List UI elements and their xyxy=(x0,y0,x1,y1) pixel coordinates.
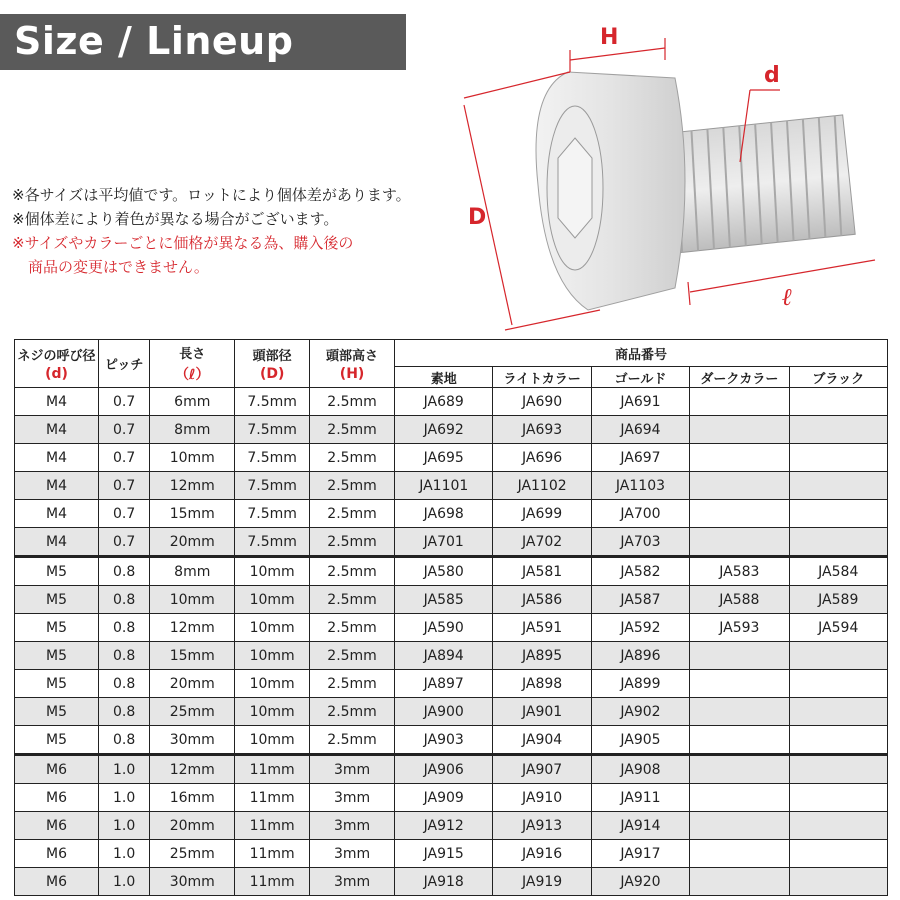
cell-length: 20mm xyxy=(150,812,235,840)
cell-pitch: 1.0 xyxy=(99,755,150,784)
cell-code-dark: JA588 xyxy=(690,586,789,614)
cell-length: 25mm xyxy=(150,698,235,726)
cell-code-dark xyxy=(690,642,789,670)
cell-code-gold: JA700 xyxy=(591,500,689,528)
cell-pitch: 0.8 xyxy=(99,726,150,755)
cell-code-light: JA901 xyxy=(493,698,591,726)
cell-code-dark xyxy=(690,812,789,840)
cell-code-black xyxy=(789,812,887,840)
cell-length: 16mm xyxy=(150,784,235,812)
cell-code-raw: JA585 xyxy=(395,586,493,614)
cell-code-black xyxy=(789,670,887,698)
note-price-warning: ※サイズやカラーごとに価格が異なる為、購入後の xyxy=(12,234,354,252)
cell-code-black xyxy=(789,388,887,416)
cell-code-black xyxy=(789,444,887,472)
cell-code-light: JA1102 xyxy=(493,472,591,500)
cell-code-black xyxy=(789,500,887,528)
cell-code-gold: JA908 xyxy=(591,755,689,784)
cell-pitch: 0.8 xyxy=(99,557,150,586)
cell-head-height: 2.5mm xyxy=(310,388,395,416)
cell-code-dark: JA583 xyxy=(690,557,789,586)
cell-pitch: 0.8 xyxy=(99,614,150,642)
cell-code-raw: JA1101 xyxy=(395,472,493,500)
cell-length: 6mm xyxy=(150,388,235,416)
cell-head-height: 2.5mm xyxy=(310,642,395,670)
header-length-label: 長さ xyxy=(179,347,206,362)
cell-head-dia: 7.5mm xyxy=(235,528,310,557)
header-head-dia-label: 頭部径 xyxy=(252,349,292,364)
cell-head-height: 2.5mm xyxy=(310,557,395,586)
cell-thread: M4 xyxy=(15,472,99,500)
cell-code-black: JA584 xyxy=(789,557,887,586)
cell-thread: M4 xyxy=(15,388,99,416)
cell-pitch: 0.7 xyxy=(99,388,150,416)
cell-code-gold: JA587 xyxy=(591,586,689,614)
cell-head-height: 3mm xyxy=(310,812,395,840)
cell-code-gold: JA694 xyxy=(591,416,689,444)
cell-code-dark xyxy=(690,416,789,444)
header-head-height xyxy=(310,340,395,388)
cell-code-raw: JA912 xyxy=(395,812,493,840)
cell-pitch: 0.8 xyxy=(99,698,150,726)
cell-code-dark xyxy=(690,388,789,416)
cell-code-black xyxy=(789,755,887,784)
cell-code-gold: JA911 xyxy=(591,784,689,812)
cell-code-gold: JA905 xyxy=(591,726,689,755)
cell-head-dia: 10mm xyxy=(235,698,310,726)
table-row xyxy=(15,557,888,586)
cell-code-raw: JA906 xyxy=(395,755,493,784)
cell-head-dia: 7.5mm xyxy=(235,388,310,416)
cell-pitch: 0.7 xyxy=(99,528,150,557)
cell-head-height: 2.5mm xyxy=(310,670,395,698)
hex-socket-icon xyxy=(558,138,592,238)
lineup-table xyxy=(14,339,888,896)
table-row xyxy=(15,388,888,416)
table-row xyxy=(15,586,888,614)
cell-code-gold: JA1103 xyxy=(591,472,689,500)
cell-code-gold: JA902 xyxy=(591,698,689,726)
cell-code-raw: JA903 xyxy=(395,726,493,755)
header-product: 商品番号 xyxy=(395,340,888,367)
cell-code-light: JA690 xyxy=(493,388,591,416)
cell-code-light: JA586 xyxy=(493,586,591,614)
label-d: d xyxy=(764,63,780,88)
cell-thread: M4 xyxy=(15,528,99,557)
cell-code-light: JA895 xyxy=(493,642,591,670)
cell-code-raw: JA701 xyxy=(395,528,493,557)
cell-code-raw: JA695 xyxy=(395,444,493,472)
cell-code-dark xyxy=(690,784,789,812)
cell-thread: M4 xyxy=(15,500,99,528)
cell-head-height: 2.5mm xyxy=(310,726,395,755)
label-H: H xyxy=(600,25,619,50)
table-row xyxy=(15,528,888,557)
cell-thread: M6 xyxy=(15,840,99,868)
cell-head-dia: 10mm xyxy=(235,642,310,670)
label-D: D xyxy=(468,205,487,230)
cell-thread: M5 xyxy=(15,614,99,642)
cell-head-height: 3mm xyxy=(310,840,395,868)
cell-head-dia: 10mm xyxy=(235,614,310,642)
table-row xyxy=(15,444,888,472)
table-row xyxy=(15,500,888,528)
cell-thread: M4 xyxy=(15,444,99,472)
table-row xyxy=(15,755,888,784)
table-row xyxy=(15,812,888,840)
header-pitch xyxy=(99,340,150,388)
cell-code-black xyxy=(789,528,887,557)
header-head-dia xyxy=(235,340,310,388)
cell-pitch: 1.0 xyxy=(99,868,150,896)
cell-head-height: 3mm xyxy=(310,868,395,896)
table-row xyxy=(15,416,888,444)
cell-code-dark xyxy=(690,528,789,557)
bolt-head xyxy=(536,72,685,310)
cell-length: 8mm xyxy=(150,416,235,444)
cell-thread: M5 xyxy=(15,698,99,726)
header-thread-sub: (d) xyxy=(45,366,68,382)
header-pitch-label: ピッチ xyxy=(104,358,144,373)
cell-code-light: JA581 xyxy=(493,557,591,586)
cell-code-raw: JA897 xyxy=(395,670,493,698)
cell-thread: M6 xyxy=(15,755,99,784)
header-length xyxy=(150,340,235,388)
cell-code-dark xyxy=(690,472,789,500)
cell-head-height: 2.5mm xyxy=(310,528,395,557)
cell-code-black: JA589 xyxy=(789,586,887,614)
table-row xyxy=(15,868,888,896)
cell-length: 12mm xyxy=(150,472,235,500)
cell-code-black xyxy=(789,416,887,444)
cell-head-dia: 10mm xyxy=(235,586,310,614)
cell-code-raw: JA689 xyxy=(395,388,493,416)
cell-code-raw: JA909 xyxy=(395,784,493,812)
cell-pitch: 0.8 xyxy=(99,586,150,614)
cell-code-black xyxy=(789,784,887,812)
cell-thread: M6 xyxy=(15,812,99,840)
cell-code-gold: JA697 xyxy=(591,444,689,472)
cell-head-height: 2.5mm xyxy=(310,698,395,726)
cell-code-raw: JA590 xyxy=(395,614,493,642)
cell-code-light: JA699 xyxy=(493,500,591,528)
table-body xyxy=(15,388,888,896)
table-row xyxy=(15,698,888,726)
cell-code-gold: JA703 xyxy=(591,528,689,557)
cell-length: 15mm xyxy=(150,500,235,528)
cell-length: 25mm xyxy=(150,840,235,868)
page-title: Size / Lineup xyxy=(14,19,294,63)
cell-code-gold: JA691 xyxy=(591,388,689,416)
header-head-height-sub: (H) xyxy=(339,366,365,382)
cell-code-black xyxy=(789,868,887,896)
cell-head-dia: 7.5mm xyxy=(235,500,310,528)
table-row xyxy=(15,840,888,868)
cell-length: 20mm xyxy=(150,528,235,557)
table-row xyxy=(15,726,888,755)
bolt-diagram xyxy=(450,20,900,340)
cell-code-dark xyxy=(690,726,789,755)
cell-length: 30mm xyxy=(150,726,235,755)
cell-length: 10mm xyxy=(150,444,235,472)
cell-code-gold: JA592 xyxy=(591,614,689,642)
cell-length: 20mm xyxy=(150,670,235,698)
header-thread xyxy=(15,340,99,388)
cell-head-height: 2.5mm xyxy=(310,614,395,642)
cell-code-black xyxy=(789,726,887,755)
cell-code-dark xyxy=(690,500,789,528)
cell-code-black xyxy=(789,698,887,726)
header-head-height-label: 頭部高さ xyxy=(326,349,379,364)
cell-code-gold: JA899 xyxy=(591,670,689,698)
cell-code-raw: JA915 xyxy=(395,840,493,868)
cell-length: 8mm xyxy=(150,557,235,586)
note-coloring: ※個体差により着色が異なる場合がございます。 xyxy=(12,210,339,228)
cell-length: 12mm xyxy=(150,614,235,642)
header-color-raw: 素地 xyxy=(395,367,493,388)
cell-head-height: 2.5mm xyxy=(310,500,395,528)
cell-code-gold: JA582 xyxy=(591,557,689,586)
cell-length: 30mm xyxy=(150,868,235,896)
cell-head-height: 2.5mm xyxy=(310,444,395,472)
cell-pitch: 0.7 xyxy=(99,472,150,500)
cell-code-black: JA594 xyxy=(789,614,887,642)
cell-head-height: 3mm xyxy=(310,755,395,784)
cell-code-light: JA916 xyxy=(493,840,591,868)
cell-code-raw: JA692 xyxy=(395,416,493,444)
note-average: ※各サイズは平均値です。ロットにより個体差があります。 xyxy=(12,186,411,204)
cell-code-gold: JA920 xyxy=(591,868,689,896)
cell-head-dia: 11mm xyxy=(235,784,310,812)
cell-code-light: JA913 xyxy=(493,812,591,840)
note-no-exchange: 商品の変更はできません。 xyxy=(28,258,209,276)
cell-thread: M5 xyxy=(15,670,99,698)
cell-thread: M5 xyxy=(15,586,99,614)
cell-pitch: 0.7 xyxy=(99,500,150,528)
cell-thread: M6 xyxy=(15,784,99,812)
cell-head-dia: 10mm xyxy=(235,726,310,755)
cell-thread: M5 xyxy=(15,726,99,755)
header-color-gold: ゴールド xyxy=(591,367,689,388)
cell-code-light: JA907 xyxy=(493,755,591,784)
cell-code-dark xyxy=(690,755,789,784)
cell-head-dia: 10mm xyxy=(235,557,310,586)
cell-pitch: 1.0 xyxy=(99,812,150,840)
cell-pitch: 1.0 xyxy=(99,840,150,868)
cell-code-black xyxy=(789,642,887,670)
cell-code-light: JA910 xyxy=(493,784,591,812)
cell-code-light: JA898 xyxy=(493,670,591,698)
cell-code-black xyxy=(789,472,887,500)
cell-head-dia: 11mm xyxy=(235,812,310,840)
cell-length: 12mm xyxy=(150,755,235,784)
cell-length: 15mm xyxy=(150,642,235,670)
cell-head-dia: 11mm xyxy=(235,755,310,784)
cell-pitch: 1.0 xyxy=(99,784,150,812)
header-color-light: ライトカラー xyxy=(493,367,591,388)
cell-thread: M6 xyxy=(15,868,99,896)
header-head-dia-sub: (D) xyxy=(259,366,285,382)
cell-code-dark xyxy=(690,840,789,868)
cell-pitch: 0.7 xyxy=(99,416,150,444)
cell-code-light: JA693 xyxy=(493,416,591,444)
cell-code-dark: JA593 xyxy=(690,614,789,642)
cell-code-light: JA696 xyxy=(493,444,591,472)
table-row xyxy=(15,670,888,698)
cell-code-light: JA702 xyxy=(493,528,591,557)
cell-head-dia: 7.5mm xyxy=(235,472,310,500)
cell-code-dark xyxy=(690,698,789,726)
cell-code-dark xyxy=(690,444,789,472)
cell-thread: M5 xyxy=(15,642,99,670)
bolt-shaft xyxy=(659,115,856,254)
cell-head-dia: 7.5mm xyxy=(235,416,310,444)
cell-head-dia: 7.5mm xyxy=(235,444,310,472)
cell-code-raw: JA894 xyxy=(395,642,493,670)
cell-pitch: 0.7 xyxy=(99,444,150,472)
cell-code-light: JA591 xyxy=(493,614,591,642)
cell-thread: M4 xyxy=(15,416,99,444)
cell-pitch: 0.8 xyxy=(99,670,150,698)
cell-thread: M5 xyxy=(15,557,99,586)
cell-code-light: JA919 xyxy=(493,868,591,896)
cell-head-height: 2.5mm xyxy=(310,416,395,444)
cell-code-raw: JA698 xyxy=(395,500,493,528)
cell-head-height: 2.5mm xyxy=(310,472,395,500)
table-row xyxy=(15,784,888,812)
header-length-sub: （ℓ） xyxy=(174,367,210,383)
header-thread-label: ネジの呼び径 xyxy=(17,349,96,364)
cell-head-dia: 11mm xyxy=(235,868,310,896)
cell-head-height: 2.5mm xyxy=(310,586,395,614)
cell-code-gold: JA914 xyxy=(591,812,689,840)
cell-head-dia: 11mm xyxy=(235,840,310,868)
cell-code-dark xyxy=(690,670,789,698)
cell-code-light: JA904 xyxy=(493,726,591,755)
cell-head-height: 3mm xyxy=(310,784,395,812)
table-row xyxy=(15,614,888,642)
cell-code-black xyxy=(789,840,887,868)
label-l: ℓ xyxy=(782,282,793,311)
header-color-dark: ダークカラー xyxy=(690,367,789,388)
cell-code-gold: JA917 xyxy=(591,840,689,868)
cell-head-dia: 10mm xyxy=(235,670,310,698)
cell-code-raw: JA580 xyxy=(395,557,493,586)
title-banner xyxy=(0,14,406,70)
table-row xyxy=(15,642,888,670)
cell-code-gold: JA896 xyxy=(591,642,689,670)
header-color-black: ブラック xyxy=(789,367,887,388)
cell-code-raw: JA918 xyxy=(395,868,493,896)
table-row xyxy=(15,472,888,500)
cell-code-raw: JA900 xyxy=(395,698,493,726)
cell-length: 10mm xyxy=(150,586,235,614)
cell-code-dark xyxy=(690,868,789,896)
cell-pitch: 0.8 xyxy=(99,642,150,670)
notes-block xyxy=(12,183,411,279)
